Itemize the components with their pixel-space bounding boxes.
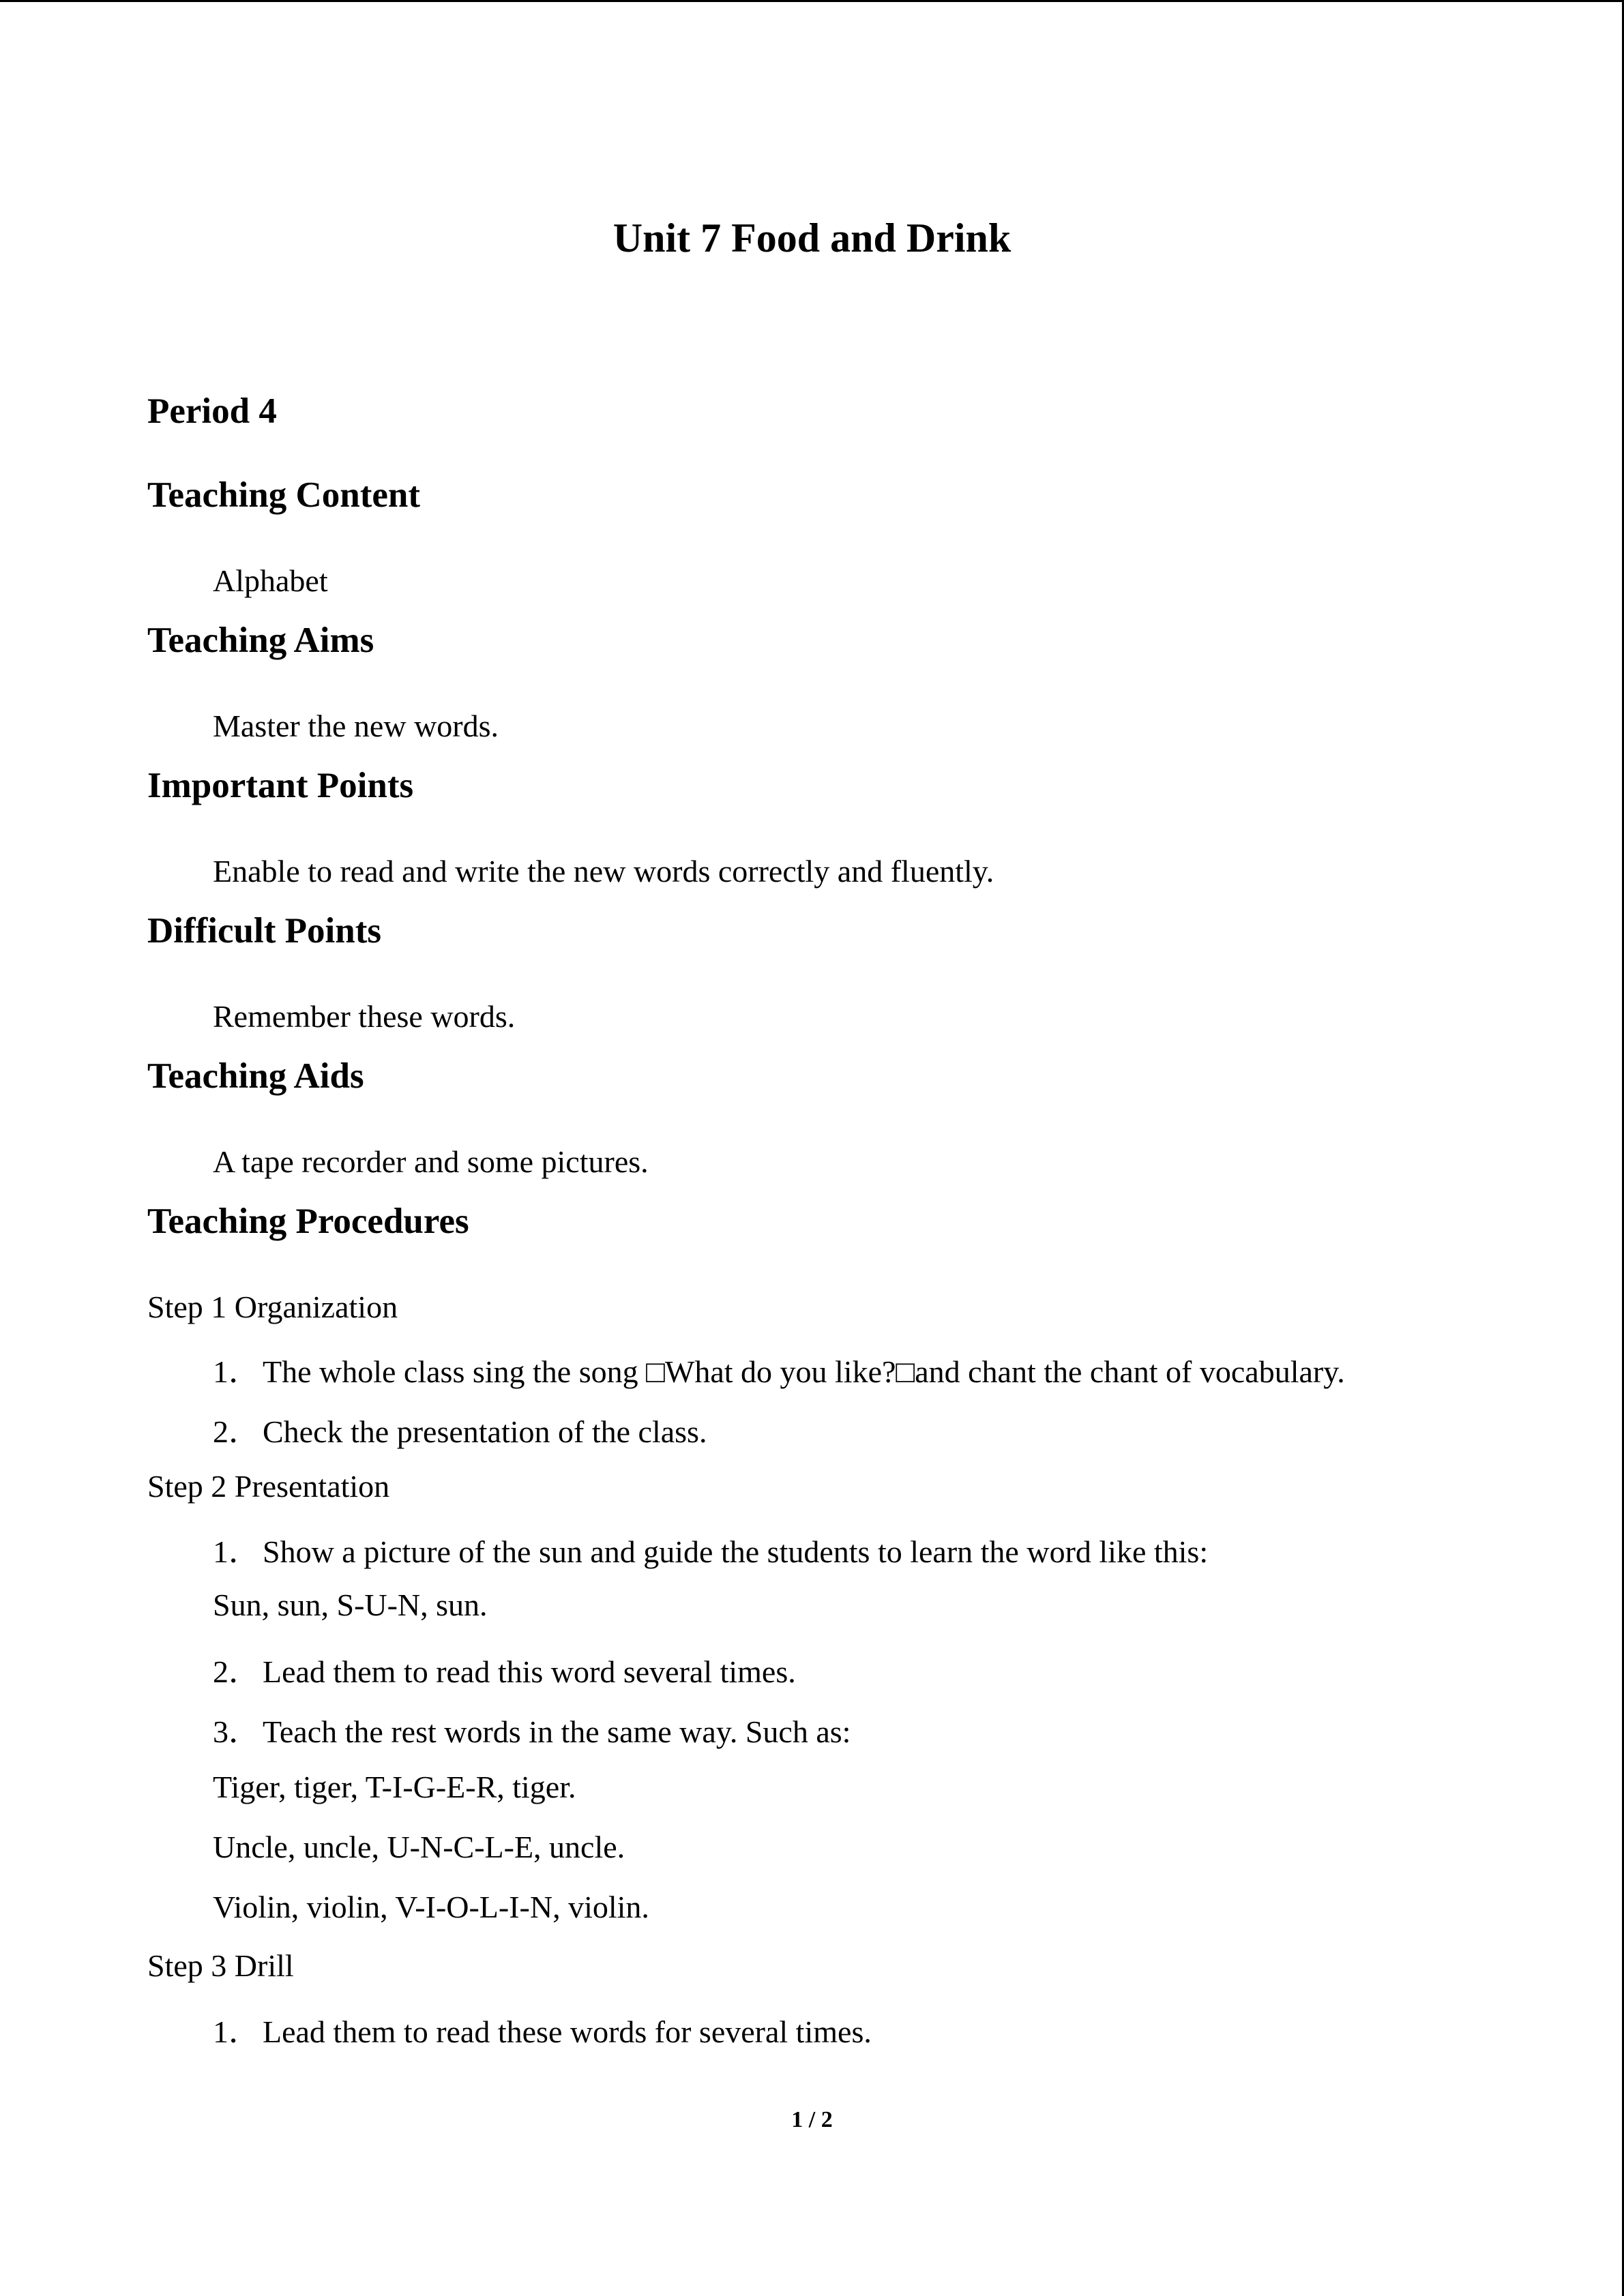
step-1-title: Step 1 Organization xyxy=(147,1289,398,1324)
list-item xyxy=(213,1347,1345,1392)
example-line: Sun, sun, S-U-N, sun. xyxy=(213,1587,488,1622)
step-2-title: Step 2 Presentation xyxy=(147,1469,390,1504)
item-number: 1． xyxy=(213,1534,260,1569)
item-number: 2． xyxy=(213,1414,260,1449)
item-text: Teach the rest words in the same way. Such as: xyxy=(263,1714,851,1749)
list-item xyxy=(213,1407,707,1452)
example-line: Tiger, tiger, T-I-G-E-R, tiger. xyxy=(213,1770,576,1804)
teaching-content-heading: Teaching Content xyxy=(147,475,421,515)
important-points-heading: Important Points xyxy=(147,766,414,805)
list-item xyxy=(213,2007,872,2052)
difficult-points-heading: Difficult Points xyxy=(147,911,381,951)
difficult-points-text: Remember these words. xyxy=(213,999,516,1034)
teaching-aids-text: A tape recorder and some pictures. xyxy=(213,1144,649,1179)
example-line: Violin, violin, V-I-O-L-I-N, violin. xyxy=(213,1890,649,1924)
list-item xyxy=(213,1527,1208,1572)
item-text: Lead them to read this word several times. xyxy=(263,1654,796,1689)
period-heading: Period 4 xyxy=(147,391,277,431)
teaching-aims-heading: Teaching Aims xyxy=(147,621,374,660)
teaching-procedures-heading: Teaching Procedures xyxy=(147,1202,469,1241)
example-line: Uncle, uncle, U-N-C-L-E, uncle. xyxy=(213,1830,625,1864)
item-number: 1． xyxy=(213,1354,260,1389)
step-3-title: Step 3 Drill xyxy=(147,1948,294,1983)
item-number: 1． xyxy=(213,2014,260,2049)
item-number: 2． xyxy=(213,1654,260,1689)
item-text: Lead them to read these words for several times. xyxy=(263,2014,872,2049)
item-text: The whole class sing the song □What do you like?□and chant the chant of vocabulary. xyxy=(263,1354,1345,1389)
item-text: Show a picture of the sun and guide the students to learn the word like this: xyxy=(263,1534,1209,1569)
teaching-aims-text: Master the new words. xyxy=(213,709,499,743)
page-number: 1 / 2 xyxy=(791,2107,833,2132)
teaching-content-text: Alphabet xyxy=(213,563,328,598)
list-item xyxy=(213,1647,796,1692)
important-points-text: Enable to read and write the new words correctly and fluently. xyxy=(213,854,994,889)
list-item xyxy=(213,1707,851,1752)
document-title: Unit 7 Food and Drink xyxy=(612,215,1012,260)
item-number: 3． xyxy=(213,1714,260,1749)
teaching-aids-heading: Teaching Aids xyxy=(147,1056,364,1096)
item-text: Check the presentation of the class. xyxy=(263,1414,707,1449)
